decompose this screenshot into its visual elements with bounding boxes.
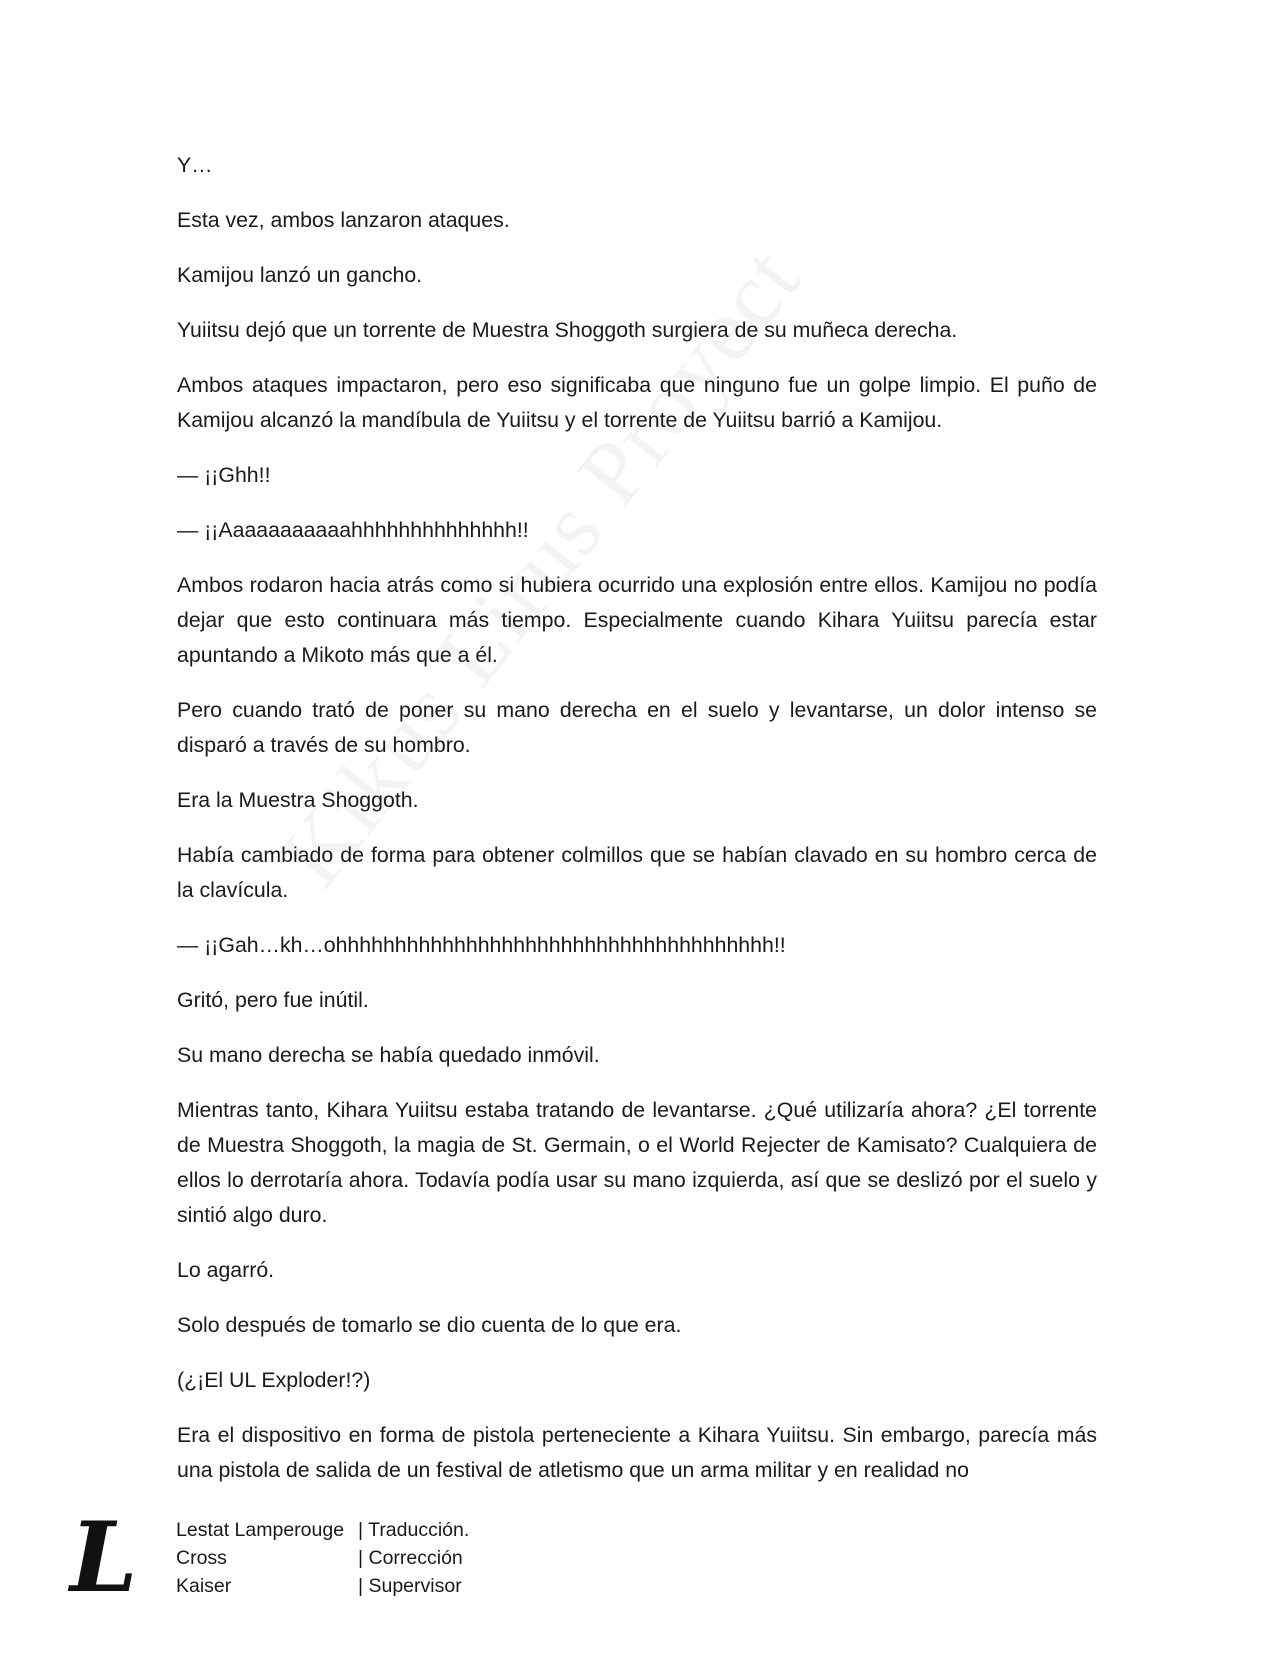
paragraph: Y… — [177, 153, 213, 177]
paragraph: Era la Muestra Shoggoth. — [177, 788, 419, 812]
paragraph: Esta vez, ambos lanzaron ataques. — [177, 208, 510, 232]
paragraph: Su mano derecha se había quedado inmóvil. — [177, 1043, 600, 1067]
paragraph: Kamijou lanzó un gancho. — [177, 263, 423, 287]
credit-name: Cross — [176, 1547, 227, 1569]
paragraph: Solo después de tomarlo se dio cuenta de lo que era. — [177, 1313, 682, 1337]
credit-role: | Traducción. — [358, 1519, 470, 1541]
credit-row — [176, 1516, 469, 1544]
credit-name: Lestat Lamperouge — [176, 1519, 345, 1541]
dialogue-line: — ¡¡Gah…kh…ohhhhhhhhhhhhhhhhhhhhhhhhhhhhhhhhhhhhh!! — [177, 933, 786, 957]
credit-name: Kaiser — [176, 1575, 232, 1597]
paragraph: Había cambiado de forma para obtener colmillos que se habían clavado en su hombro cerca de la clavícula. — [177, 843, 1097, 902]
paragraph: Lo agarró. — [177, 1258, 275, 1282]
paragraph: Pero cuando trató de poner su mano derecha en el suelo y levantarse, un dolor intenso se disparó a través de su hombro. — [177, 698, 1097, 757]
paragraph: Gritó, pero fue inútil. — [177, 988, 369, 1012]
footer — [70, 1501, 770, 1614]
paragraph: Era el dispositivo en forma de pistola perteneciente a Kihara Yuiitsu. Sin embargo, parecía más una pistola de salida de un festival de atletismo que un arma militar y en realidad no — [177, 1423, 1097, 1482]
body-text — [177, 148, 1097, 1508]
dialogue-line: — ¡¡Aaaaaaaaaaahhhhhhhhhhhhhh!! — [177, 518, 529, 542]
paragraph: Mientras tanto, Kihara Yuiitsu estaba tratando de levantarse. ¿Qué utilizaría ahora? ¿El torrente de Muestra Shoggoth, la magia de St. Germain, o el World Rejecter de Kamisato? Cualquiera de ellos lo derrotaría ahora. Todavía podía usar su mano izquierda, así que se deslizó por el suelo y sintió algo duro. — [177, 1098, 1097, 1227]
paragraph: Ambos ataques impactaron, pero eso significaba que ninguno fue un golpe limpio. El puño de Kamijou alcanzó la mandíbula de Yuiitsu y el torrente de Yuiitsu barrió a Kamijou. — [177, 373, 1097, 432]
credit-row — [176, 1544, 469, 1572]
paragraph: Ambos rodaron hacia atrás como si hubiera ocurrido una explosión entre ellos. Kamijou no podía dejar que esto continuara más tiempo. Especialmente cuando Kihara Yuiitsu parecía estar apuntando a Mikoto más que a él. — [177, 573, 1097, 667]
credit-row — [176, 1572, 469, 1600]
logo-l: L — [70, 1501, 138, 1614]
dialogue-line: — ¡¡Ghh!! — [177, 463, 271, 487]
credit-role: | Corrección — [358, 1547, 463, 1569]
thought-line: (¿¡El UL Exploder!?) — [177, 1368, 371, 1392]
credit-role: | Supervisor — [358, 1575, 462, 1597]
paragraph: Yuiitsu dejó que un torrente de Muestra Shoggoth surgiera de su muñeca derecha. — [177, 318, 958, 342]
credits-block — [176, 1516, 469, 1600]
